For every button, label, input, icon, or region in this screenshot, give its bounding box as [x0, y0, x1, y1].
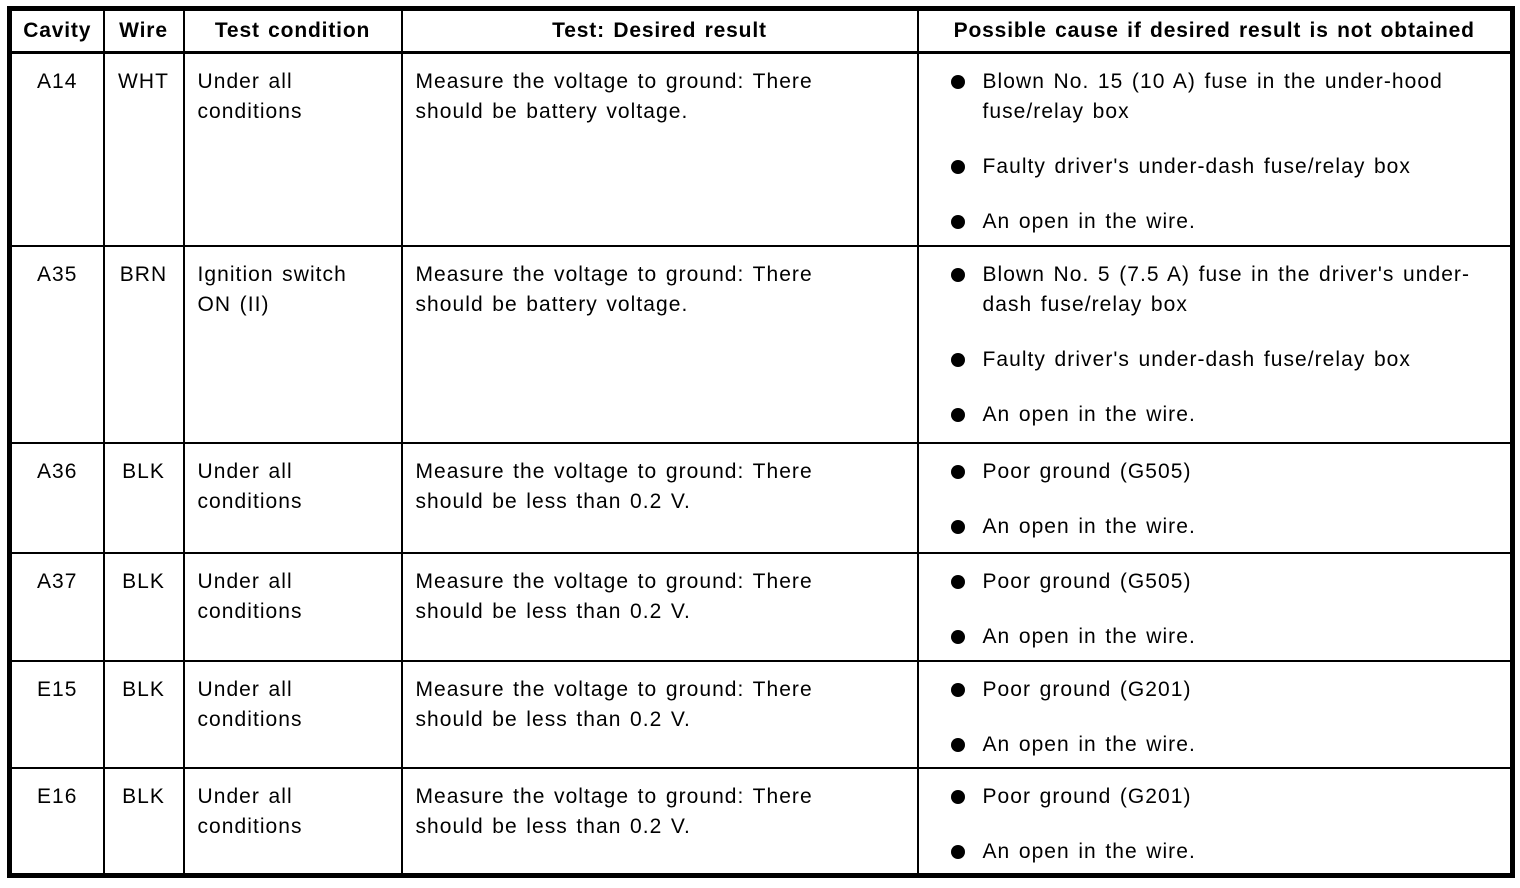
wire-color-value: BLK	[104, 768, 184, 876]
possible-causes-cell	[918, 768, 1513, 876]
cause-text: An open in the wire.	[982, 402, 1196, 426]
desired-result-cell	[402, 53, 918, 246]
desired-result-text: Measure the voltage to ground: There should be battery voltage.	[415, 262, 813, 316]
bullet-icon	[951, 160, 965, 174]
table-row	[10, 443, 1513, 553]
cause-list-item	[951, 260, 1501, 320]
bullet-icon	[951, 75, 965, 89]
table-row	[10, 246, 1513, 443]
desired-result-text: Measure the voltage to ground: There should be less than 0.2 V.	[415, 459, 813, 513]
cause-text: Poor ground (G201)	[982, 677, 1192, 701]
bullet-icon	[951, 465, 965, 479]
wire-color-value: BRN	[104, 246, 184, 443]
test-condition-cell	[184, 768, 402, 876]
possible-causes-cell	[918, 553, 1513, 661]
cavity-value: A35	[10, 246, 104, 443]
column-header-desired-result: Test: Desired result	[402, 9, 918, 53]
cause-list-item	[951, 207, 1501, 237]
test-condition-text: Under all conditions	[197, 784, 303, 838]
desired-result-cell	[402, 246, 918, 443]
possible-causes-cell	[918, 443, 1513, 553]
cavity-value: A14	[10, 53, 104, 246]
test-condition-text: Under all conditions	[197, 70, 303, 123]
bullet-icon	[951, 845, 965, 859]
test-condition-cell	[184, 53, 402, 246]
cause-list-item	[951, 837, 1501, 867]
cause-list-item	[951, 730, 1501, 760]
wire-color-value: WHT	[104, 53, 184, 246]
bullet-icon	[951, 683, 965, 697]
header-row	[10, 9, 1513, 53]
table-body	[10, 53, 1513, 876]
table-row	[10, 553, 1513, 661]
desired-result-cell	[402, 443, 918, 553]
test-condition-cell	[184, 443, 402, 553]
cause-text: An open in the wire.	[982, 210, 1196, 233]
possible-causes-cell	[918, 246, 1513, 443]
table-row	[10, 768, 1513, 876]
cause-list-item	[951, 457, 1501, 487]
cause-list-item	[951, 345, 1501, 375]
cause-text: Blown No. 5 (7.5 A) fuse in the driver's under-dash fuse/relay box	[982, 262, 1471, 316]
bullet-icon	[951, 520, 965, 534]
test-condition-text: Ignition switch ON (II)	[197, 262, 347, 316]
bullet-icon	[951, 353, 965, 367]
desired-result-text: Measure the voltage to ground: There should be less than 0.2 V.	[415, 677, 813, 731]
bullet-icon	[951, 408, 965, 422]
test-condition-text: Under all conditions	[197, 569, 303, 623]
test-condition-cell	[184, 661, 402, 768]
column-header-possible-cause: Possible cause if desired result is not obtained	[918, 9, 1513, 53]
bullet-icon	[951, 738, 965, 752]
test-condition-text: Under all conditions	[197, 459, 303, 513]
desired-result-text: Measure the voltage to ground: There should be less than 0.2 V.	[415, 784, 813, 838]
cause-list-item	[951, 67, 1501, 127]
test-condition-cell	[184, 553, 402, 661]
cavity-value: E15	[10, 661, 104, 768]
cause-text: Faulty driver's under-dash fuse/relay box	[982, 155, 1411, 178]
bullet-icon	[951, 215, 965, 229]
cause-text: An open in the wire.	[982, 624, 1196, 648]
wire-color-value: BLK	[104, 661, 184, 768]
desired-result-text: Measure the voltage to ground: There should be battery voltage.	[415, 70, 813, 123]
column-header-cavity: Cavity	[10, 9, 104, 53]
cause-text: Faulty driver's under-dash fuse/relay box	[982, 347, 1411, 371]
cause-list-item	[951, 622, 1501, 652]
bullet-icon	[951, 630, 965, 644]
bullet-icon	[951, 268, 965, 282]
cavity-value: A36	[10, 443, 104, 553]
cause-list-item	[951, 567, 1501, 597]
table-row	[10, 661, 1513, 768]
bullet-icon	[951, 790, 965, 804]
wire-color-value: BLK	[104, 553, 184, 661]
possible-causes-cell	[918, 53, 1513, 246]
cause-text: An open in the wire.	[982, 839, 1196, 863]
desired-result-cell	[402, 661, 918, 768]
cause-text: Poor ground (G505)	[982, 459, 1192, 483]
cause-text: An open in the wire.	[982, 514, 1196, 538]
test-condition-cell	[184, 246, 402, 443]
column-header-test-condition: Test condition	[184, 9, 402, 53]
table-row	[10, 53, 1513, 246]
possible-causes-cell	[918, 661, 1513, 768]
desired-result-cell	[402, 553, 918, 661]
cause-text: Poor ground (G201)	[982, 784, 1192, 808]
cause-text: An open in the wire.	[982, 732, 1196, 756]
cavity-value: E16	[10, 768, 104, 876]
cause-list-item	[951, 512, 1501, 542]
desired-result-cell	[402, 768, 918, 876]
test-condition-text: Under all conditions	[197, 677, 303, 731]
cause-text: Poor ground (G505)	[982, 569, 1192, 593]
cause-list-item	[951, 782, 1501, 812]
cause-text: Blown No. 15 (10 A) fuse in the under-hood fuse/relay box	[982, 70, 1443, 123]
wire-color-value: BLK	[104, 443, 184, 553]
cause-list-item	[951, 152, 1501, 182]
cause-list-item	[951, 400, 1501, 430]
bullet-icon	[951, 575, 965, 589]
column-header-wire: Wire	[104, 9, 184, 53]
cavity-value: A37	[10, 553, 104, 661]
connector-test-table	[7, 6, 1515, 878]
desired-result-text: Measure the voltage to ground: There should be less than 0.2 V.	[415, 569, 813, 623]
cause-list-item	[951, 675, 1501, 705]
